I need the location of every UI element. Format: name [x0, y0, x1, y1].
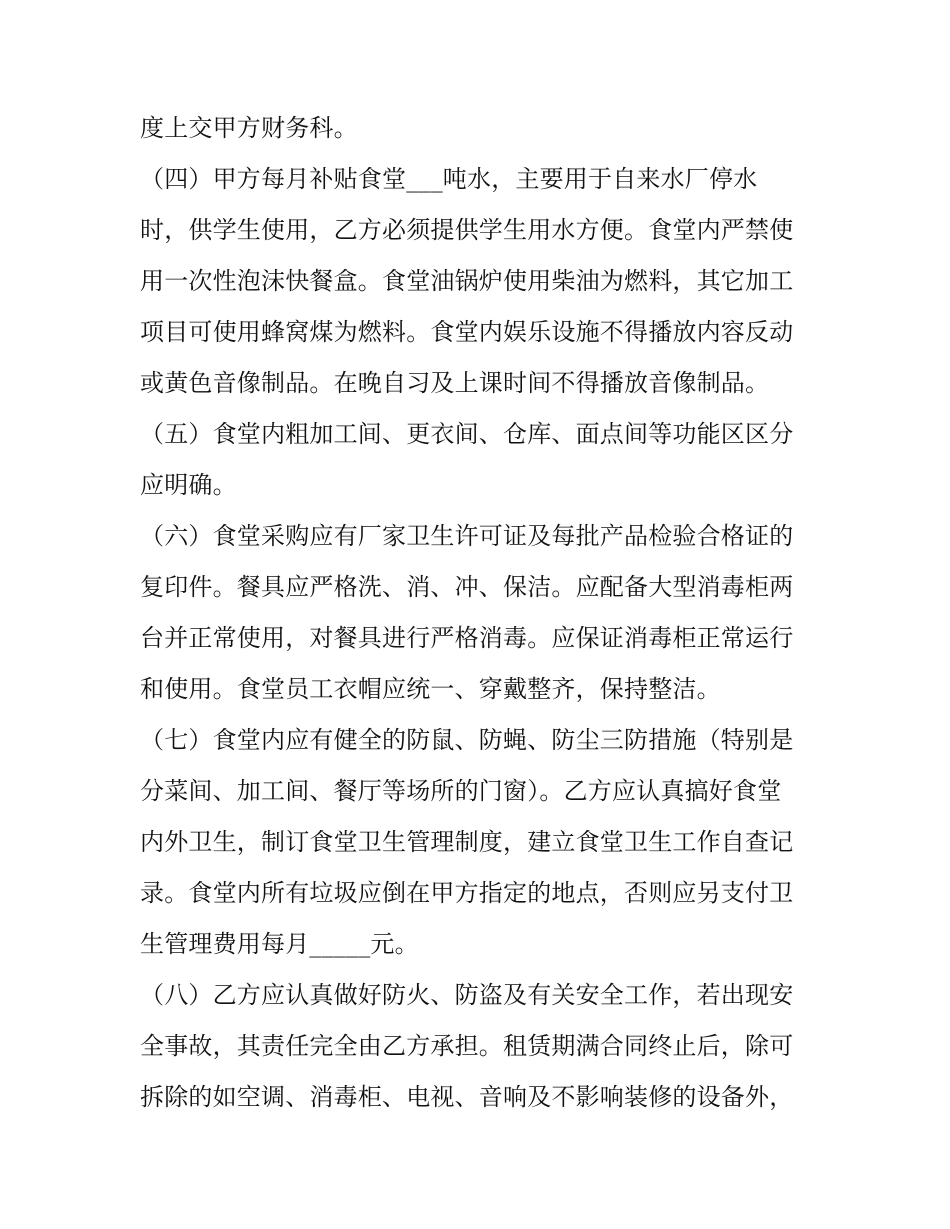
text-line: 台并正常使用，对餐具进行严格消毒。应保证消毒柜正常运行 [140, 624, 794, 652]
text-line: （四）甲方每月补贴食堂___吨水，主要用于自来水厂停水 [140, 165, 758, 193]
text-line: 应明确。 [140, 471, 237, 499]
text-line: 全事故，其责任完全由乙方承担。租赁期满合同终止后，除可 [140, 1032, 794, 1060]
text-line: 复印件。餐具应严格洗、消、冲、保洁。应配备大型消毒柜两 [140, 573, 794, 601]
text-line: 度上交甲方财务科。 [140, 114, 358, 142]
text-line: （七）食堂内应有健全的防鼠、防蝇、防尘三防措施（特别是 [140, 726, 794, 754]
text-line: 内外卫生，制订食堂卫生管理制度，建立食堂卫生工作自查记 [140, 828, 794, 856]
text-line: 用一次性泡沫快餐盒。食堂油锅炉使用柴油为燃料，其它加工 [140, 267, 794, 295]
text-line: 分菜间、加工间、餐厅等场所的门窗）。乙方应认真搞好食堂 [140, 777, 782, 805]
text-line: （八）乙方应认真做好防火、防盗及有关安全工作，若出现安 [140, 981, 794, 1009]
text-line: 录。食堂内所有垃圾应倒在甲方指定的地点，否则应另支付卫 [140, 879, 794, 907]
text-line: 或黄色音像制品。在晚自习及上课时间不得播放音像制品。 [140, 369, 770, 397]
text-line: 项目可使用蜂窝煤为燃料。食堂内娱乐设施不得播放内容反动 [140, 318, 794, 346]
text-line: （五）食堂内粗加工间、更衣间、仓库、面点间等功能区区分 [140, 420, 794, 448]
text-line: （六）食堂采购应有厂家卫生许可证及每批产品检验合格证的 [140, 522, 794, 550]
text-line: 拆除的如空调、消毒柜、电视、音响及不影响装修的设备外， [140, 1083, 794, 1111]
text-line: 生管理费用每月_____元。 [140, 930, 419, 958]
text-line: 时，供学生使用，乙方必须提供学生用水方便。食堂内严禁使 [140, 216, 794, 244]
text-line: 和使用。食堂员工衣帽应统一、穿戴整齐，保持整洁。 [140, 675, 721, 703]
